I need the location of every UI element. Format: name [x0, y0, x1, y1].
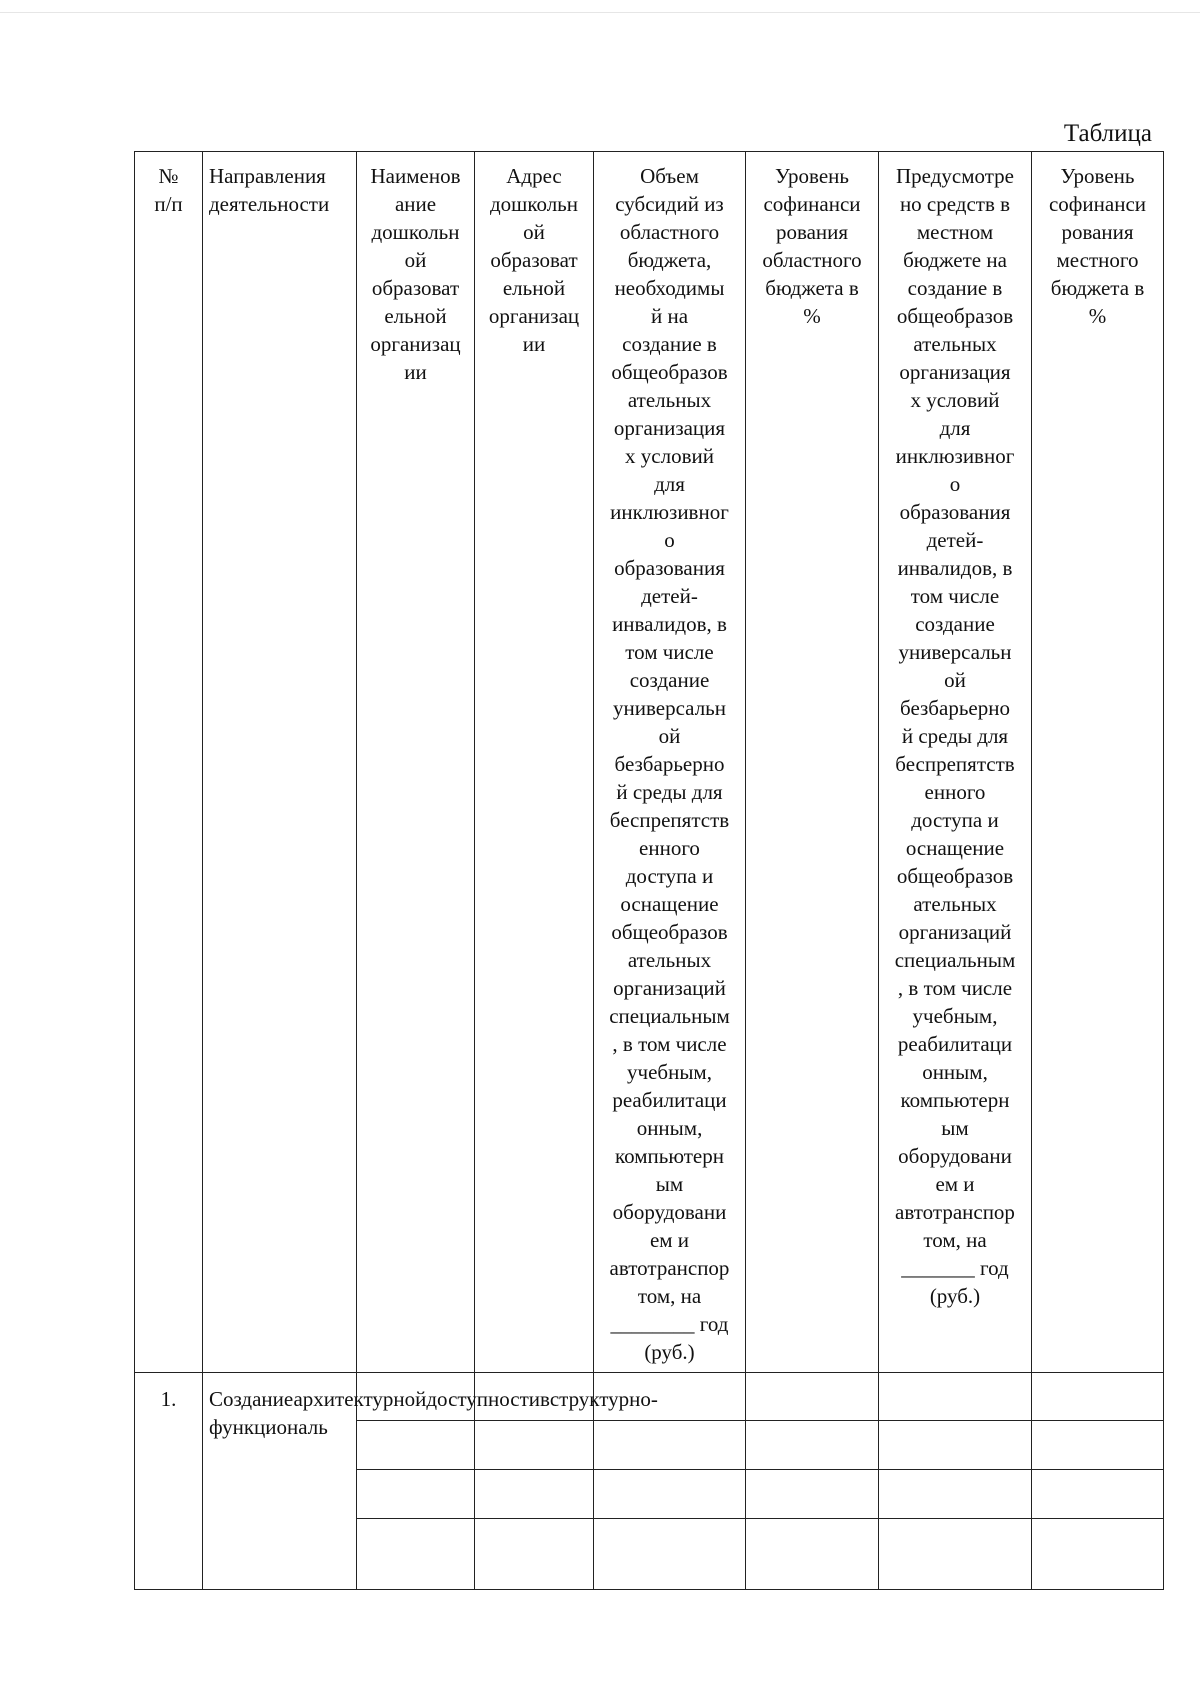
- cell-line: образования: [899, 500, 1011, 524]
- cell-line: детей-: [641, 584, 698, 608]
- cell-line: ем и: [649, 1228, 690, 1252]
- cell-line: бюджета в: [765, 276, 859, 300]
- cell-line: Направления: [209, 164, 326, 188]
- cell-line: _______ год: [901, 1256, 1009, 1280]
- cell-line: ым: [655, 1172, 684, 1196]
- cell-local-cofinancing[interactable]: [1032, 1373, 1164, 1421]
- cell-line: создание: [629, 668, 710, 692]
- cell-line: местном: [916, 220, 994, 244]
- cell-line: доступа и: [625, 864, 714, 888]
- cell-line: Адрес: [506, 164, 562, 188]
- cell-line: деятельности: [209, 192, 330, 216]
- header-local-funds: [879, 152, 1032, 1373]
- cell-line: организаций: [613, 976, 726, 1000]
- cell-line: доступа и: [911, 808, 999, 832]
- cell-org-address[interactable]: [475, 1421, 594, 1470]
- header-regional-subsidy: [594, 152, 746, 1373]
- cell-line: Уровень: [775, 164, 849, 188]
- cell-org-name[interactable]: [357, 1470, 475, 1519]
- cell-regional-cofinancing[interactable]: [746, 1373, 879, 1421]
- cell-line: реабилитаци: [612, 1088, 727, 1112]
- cell-line: специальным: [894, 948, 1016, 972]
- cell-line: инвалидов, в: [897, 556, 1013, 580]
- cell-line: учебным,: [627, 1060, 712, 1084]
- scan-edge-line: [0, 12, 1200, 13]
- cell-line: создание в: [622, 332, 717, 356]
- cell-line: дошкольн: [489, 192, 578, 216]
- cell-line: образоват: [371, 276, 460, 300]
- cell-org-address[interactable]: [475, 1470, 594, 1519]
- cell-line: том, на: [637, 1284, 702, 1308]
- cell-line: для: [654, 472, 685, 496]
- cell-line: й среды для: [901, 724, 1009, 748]
- cell-line: Объем: [640, 164, 699, 188]
- table-header-row: [135, 152, 1164, 1373]
- cell-line: ательных: [627, 388, 712, 412]
- cell-line: енного: [639, 836, 700, 860]
- cell-line: местного: [1056, 248, 1139, 272]
- cell-line: оборудовани: [612, 1200, 727, 1224]
- cell-line: беспрепятств: [895, 752, 1015, 776]
- cell-line: бюджета в: [1050, 276, 1145, 300]
- cell-regional-cofinancing[interactable]: [746, 1421, 879, 1470]
- cell-line: автотранспор: [609, 1256, 730, 1280]
- cell-line: создание: [915, 612, 995, 636]
- cell-local-funds[interactable]: [879, 1470, 1032, 1519]
- cell-line: универсальн: [898, 640, 1012, 664]
- cell-line: Уровень: [1060, 164, 1135, 188]
- cell-line: областного: [619, 220, 720, 244]
- cell-line: дошкольн: [371, 220, 460, 244]
- cell-local-funds[interactable]: [879, 1373, 1032, 1421]
- cell-line: й среды для: [616, 780, 723, 804]
- cell-line: ательных: [913, 332, 997, 356]
- cell-line: ии: [522, 332, 546, 356]
- header-org-name: [357, 152, 475, 1373]
- cell-line: о: [949, 472, 961, 496]
- cell-regional-subsidy[interactable]: [594, 1519, 746, 1590]
- cell-line: %: [1088, 304, 1107, 328]
- cell-line: безбарьерно: [614, 752, 725, 776]
- cell-line: о: [664, 528, 675, 552]
- cell-line: х условий: [910, 388, 1000, 412]
- cell-org-name[interactable]: [357, 1421, 475, 1470]
- cell-line: енного: [924, 780, 986, 804]
- cell-line: том, на: [923, 1228, 987, 1252]
- cell-line: п/п: [154, 192, 183, 216]
- cell-line: том числе: [625, 640, 714, 664]
- cell-line: необходимы: [614, 276, 725, 300]
- cell-line: организаций: [898, 920, 1012, 944]
- cell-line: ельной: [384, 304, 447, 328]
- cell-org-name[interactable]: [357, 1519, 475, 1590]
- cell-line: оснащение: [905, 836, 1005, 860]
- cell-line: для: [939, 416, 971, 440]
- cell-line: , в том числе: [897, 976, 1013, 1000]
- table-row: [135, 1373, 1164, 1421]
- cell-line: общеобразов: [611, 920, 728, 944]
- cell-line: ой: [658, 724, 681, 748]
- cell-line: организац: [488, 304, 580, 328]
- cell-org-address[interactable]: [475, 1519, 594, 1590]
- cell-line: ание: [394, 192, 437, 216]
- cell-line: создание в: [907, 276, 1003, 300]
- cell-line: , в том числе: [612, 1032, 727, 1056]
- cell-line: ательных: [627, 948, 712, 972]
- cell-line: Предусмотре: [896, 164, 1014, 188]
- cell-line: бюджете на: [903, 248, 1007, 272]
- cell-line: областного: [762, 248, 862, 272]
- cell-line: ым: [941, 1116, 969, 1140]
- cell-regional-subsidy[interactable]: [594, 1421, 746, 1470]
- cell-line: структурно-: [549, 1387, 658, 1411]
- cell-line: образования: [614, 556, 725, 580]
- cell-line: общеобразов: [896, 304, 1014, 328]
- cell-line: онным,: [922, 1060, 988, 1084]
- cell-local-cofinancing[interactable]: [1032, 1470, 1164, 1519]
- cell-line: инвалидов, в: [612, 612, 727, 636]
- table-caption: Таблица: [1063, 120, 1152, 147]
- cell-regional-cofinancing[interactable]: [746, 1470, 879, 1519]
- cell-line: оснащение: [620, 892, 719, 916]
- cell-line: ой: [944, 668, 966, 692]
- cell-line: детей-: [926, 528, 984, 552]
- cell-line: онным,: [636, 1116, 703, 1140]
- cell-line: субсидий из: [615, 192, 724, 216]
- cell-line: софинанси: [1048, 192, 1147, 216]
- cell-regional-cofinancing[interactable]: [746, 1519, 879, 1590]
- cell-line: но средств в: [899, 192, 1011, 216]
- cell-line: общеобразов: [896, 864, 1014, 888]
- row-number: 1.: [135, 1373, 203, 1590]
- cell-line: организация: [613, 416, 726, 440]
- header-local-cofinancing: [1032, 152, 1164, 1373]
- cell-line: Наименов: [370, 164, 461, 188]
- cell-local-cofinancing[interactable]: [1032, 1421, 1164, 1470]
- subsidy-table: [134, 151, 1164, 1590]
- cell-local-funds[interactable]: [879, 1519, 1032, 1590]
- cell-line: оборудовани: [898, 1144, 1012, 1168]
- cell-local-cofinancing[interactable]: [1032, 1519, 1164, 1590]
- header-number: [135, 152, 203, 1373]
- cell-local-funds[interactable]: [879, 1421, 1032, 1470]
- cell-line: ем и: [935, 1172, 975, 1196]
- cell-line: ой: [523, 220, 545, 244]
- cell-line: ой: [404, 1387, 427, 1411]
- cell-line: учебным,: [912, 1004, 998, 1028]
- cell-line: рования: [1061, 220, 1134, 244]
- cell-line: инклюзивног: [895, 444, 1015, 468]
- cell-line: рования: [775, 220, 849, 244]
- cell-line: компьютерн: [615, 1144, 724, 1168]
- cell-line: ательных: [913, 892, 997, 916]
- header-direction: [203, 152, 357, 1373]
- cell-line: реабилитаци: [897, 1032, 1013, 1056]
- cell-line: компьютерн: [900, 1088, 1010, 1112]
- cell-line: бюджета,: [627, 248, 712, 272]
- cell-line: й на: [650, 304, 689, 328]
- cell-line: общеобразов: [611, 360, 728, 384]
- cell-line: софинанси: [763, 192, 861, 216]
- cell-line: инклюзивног: [610, 500, 729, 524]
- cell-line: %: [803, 304, 821, 328]
- cell-line: универсальн: [613, 696, 726, 720]
- cell-line: архитектурн: [293, 1387, 405, 1411]
- cell-line: в: [540, 1387, 550, 1411]
- cell-line: том числе: [910, 584, 1000, 608]
- cell-line: ии: [404, 360, 427, 384]
- cell-line: функциональ: [209, 1415, 328, 1439]
- cell-line: ельной: [502, 276, 566, 300]
- row-direction: [203, 1373, 658, 1590]
- cell-line: организация: [899, 360, 1011, 384]
- cell-line: автотранспор: [895, 1200, 1015, 1224]
- cell-line: х условий: [625, 444, 714, 468]
- cell-line: доступности: [426, 1387, 541, 1411]
- cell-line: образоват: [490, 248, 578, 272]
- cell-line: ________ год: [610, 1312, 729, 1336]
- cell-line: организац: [370, 332, 461, 356]
- cell-line: специальным: [609, 1004, 730, 1028]
- header-regional-cofinancing: [746, 152, 879, 1373]
- header-org-address: [475, 152, 594, 1373]
- cell-line: беспрепятств: [609, 808, 730, 832]
- cell-line: №: [158, 164, 179, 188]
- cell-line: ой: [404, 248, 427, 272]
- cell-line: Создание: [209, 1387, 294, 1411]
- cell-line: безбарьерно: [900, 696, 1010, 720]
- cell-line: (руб.): [929, 1284, 981, 1308]
- cell-line: (руб.): [644, 1340, 695, 1364]
- cell-regional-subsidy[interactable]: [594, 1470, 746, 1519]
